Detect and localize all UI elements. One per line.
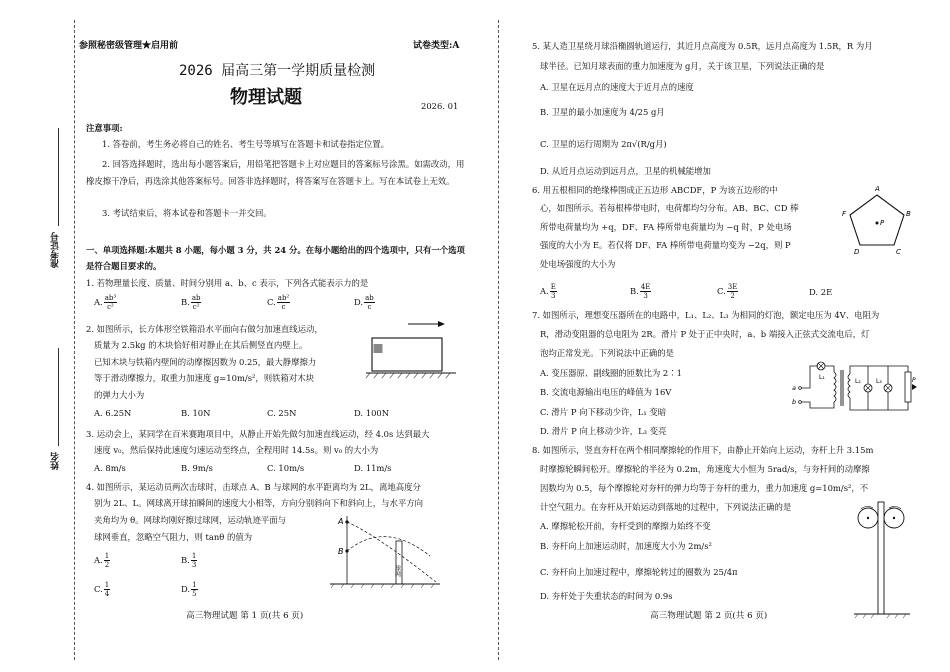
label-b: B [338, 547, 344, 556]
iron-box [372, 338, 442, 371]
question-line: 球半径。已知月球表面的重力加速度为 g月，关于该卫星，下列说法正确的是 [540, 61, 825, 71]
question-line: 已知木块与铁箱内壁间的动摩擦因数为 0.25，最大静摩擦力 [94, 357, 317, 367]
notice-title: 注意事项: [86, 123, 123, 133]
transformer-circuit [790, 352, 920, 430]
ticket-number-label: 准考证号 [51, 232, 61, 268]
q2-figure [366, 316, 476, 388]
question-line: 3. 运动会上，某同学在百米赛跑项目中，从静止开始先做匀加速直线运动，经 4.0s 达到最大 [86, 429, 430, 439]
question-line: 质量为 2.5kg 的木块恰好相对静止在其后侧竖直内壁上。 [94, 340, 308, 350]
question-line: 2. 如图所示，长方体形空铁箱沿水平面向右做匀加速直线运动， [86, 324, 323, 334]
question-line: 处电场强度的大小为 [540, 259, 616, 269]
label-p: P [880, 219, 885, 227]
question-line: 等于滑动摩擦力，取重力加速度 g=10m/s²，则铁箱对木块 [94, 373, 314, 383]
name-line [58, 348, 59, 446]
q4-figure [330, 510, 442, 590]
page-gutter-line [498, 20, 499, 660]
option[interactable]: D. 100N [354, 408, 390, 418]
footer-left: 高三物理试题 第 1 页(共 6 页) [186, 611, 304, 621]
rammer-rod [878, 502, 884, 614]
option[interactable]: A. 变压器原、副线圈的匝数比为 2∶1 [540, 368, 682, 378]
option[interactable]: B. 夯杆向上加速运动时，加速度大小为 2m/s² [540, 541, 712, 551]
option[interactable]: D. $\frac{ab}{c}$ [354, 294, 374, 311]
exam-date: 2026. 01 [421, 101, 459, 111]
question-line: 别为 2L、L。网球离开球拍瞬间的速度大小相等，方向分别斜向下和斜向上，与水平方向 [94, 498, 423, 508]
page-2 [490, 0, 950, 672]
name-label: 姓名 [51, 452, 61, 470]
option[interactable]: C. $\frac{3E}{2}$ [717, 283, 738, 300]
option[interactable]: B. 10N [181, 408, 211, 418]
option[interactable]: D. 从近月点运动到远月点，卫星的机械能增加 [540, 166, 711, 176]
rammer-figure [852, 500, 912, 622]
secondary-coil [848, 374, 850, 398]
notice-item: 3. 考试结束后，将本试卷和答题卡一并交回。 [102, 208, 272, 218]
subject-title: 物理试题 [230, 87, 302, 108]
option[interactable]: C. 滑片 P 向下移动少许，L₁ 变暗 [540, 407, 667, 417]
ticket-line [58, 128, 59, 226]
question-line: 泡均正常发光。下列说法中正确的是 [540, 348, 674, 358]
question-line: 所带电荷量均为 +q，DF、FA 棒所带电荷量均为 −q 时，P 处电场 [540, 222, 792, 232]
option[interactable]: B. $\frac{1}{3}$ [181, 552, 197, 569]
ground-hatch [331, 584, 434, 588]
option[interactable]: A. $\frac{1}{2}$ [94, 552, 110, 569]
net-label: 球网 [393, 565, 401, 577]
question-line: 因数均为 0.5，每个摩擦轮对夯杆的弹力均等于夯杆的重力，重力加速度 g=10m/s²，不 [540, 483, 869, 493]
option[interactable]: A. 6.25N [94, 408, 132, 418]
question-line: 夹角均为 θ。网球均刚好擦过球网，运动轨迹平面与 [94, 515, 286, 525]
vertex-a: A [875, 185, 880, 193]
option[interactable]: D. 滑片 P 向上移动少许，L₃ 变亮 [540, 426, 667, 436]
option[interactable]: A. 卫星在远月点的速度大于近月点的速度 [540, 82, 694, 92]
net [393, 541, 402, 584]
option[interactable]: D. 2E [809, 287, 833, 297]
option[interactable]: B. 9m/s [181, 463, 213, 473]
slider-p [912, 384, 917, 390]
wood-block [374, 344, 383, 353]
option[interactable]: C. 卫星的运行周期为 2π√(R/g月) [540, 139, 667, 149]
question-line: 速度 v₀，然后保持此速度匀速运动至终点，全程用时 14.5s。则 v₀ 的大小为 [94, 445, 379, 455]
question-line: 时摩擦轮瞬间松开。摩擦轮的半径为 0.2m，角速度大小恒为 5rad/s，与夯杆间的动摩擦 [540, 464, 870, 474]
exam-title: 2026 届高三第一学期质量检测 [179, 63, 376, 79]
label-a: A [338, 517, 344, 526]
ground-hatch [366, 373, 450, 378]
label-p: P [912, 377, 916, 384]
option[interactable]: B. $\frac{ab}{\text{c²}}$ [181, 294, 201, 311]
notice-item: 1. 答卷前，考生务必将自己的姓名、考生号等填写在答题卡和试卷指定位置。 [102, 139, 390, 149]
question-line: 7. 如图所示，理想变压器所在的电路中，L₁、L₂、L₃ 为相同的灯泡，额定电压为 4V、电阻为 [532, 310, 880, 320]
question-line: 5. 某人造卫星绕月球沿椭圆轨道运行，其近月点高度为 0.5R，远月点高度为 1.5R，R 为月 [532, 41, 873, 51]
terminal-b: b [792, 398, 797, 406]
question-line: 8. 如图所示，竖直夯杆在两个相同摩擦轮的作用下，由静止开始向上运动，夯杆上升 3.15m [532, 445, 874, 455]
option[interactable]: C. $\frac{\text{ab²}}{c}$ [267, 294, 290, 311]
trajectory-a [347, 522, 436, 582]
question-line: 强度的大小为 E。若仅将 DF、FA 棒所带电荷量均变为 −2q，则 P [540, 240, 791, 250]
footer-right: 高三物理试题 第 2 页(共 6 页) [650, 611, 768, 621]
rheostat [905, 372, 911, 402]
notice-item: 2. 回答选择题时，选出每小题答案后，用铅笔把答题卡上对应题目的答案标号涂黑。如需改动，用橡皮擦干净后，再选涂其他答案标号。回答非选择题时，将答案写在答题卡上。写在本试卷上无效。 [86, 159, 465, 186]
binding-line [74, 20, 75, 660]
label-l1: L₁ [819, 374, 825, 381]
question-line: 4. 如图所示，某运动员两次击球时，击球点 A、B 与球网的水平距离均为 2L，离地高度分 [86, 482, 421, 492]
label-l2: L₂ [855, 378, 861, 385]
question-line: 计空气阻力。在夯杆从开始运动到落地的过程中，下列说法正确的是 [540, 502, 792, 512]
trajectory-b [347, 537, 430, 556]
option[interactable]: B. 卫星的最小加速度为 4/25 g月 [540, 107, 665, 117]
secret-label: 参照秘密级管理★启用前 [79, 41, 179, 51]
question-line: 心，如图所示。若每根棒带电时，电荷都均匀分布。AB、BC、CD 棒 [540, 203, 799, 213]
vertex-c: C [896, 248, 901, 256]
section-heading: 一、单项选择题:本题共 8 小题，每小题 3 分，共 24 分。在每小题给出的四个选项中，只有一个选项是符合题目要求的。 [86, 245, 465, 271]
option[interactable]: C. 夯杆向上加速过程中，摩擦轮转过的圈数为 25/4π [540, 567, 738, 577]
primary-coil [834, 372, 836, 402]
pentagon [850, 195, 904, 245]
arrow-head [438, 321, 445, 327]
option[interactable]: A. $\frac{E}{3}$ [540, 283, 556, 300]
option[interactable]: C. 10m/s [267, 463, 305, 473]
center-p [876, 222, 879, 225]
option[interactable]: C. $\frac{1}{4}$ [94, 581, 110, 598]
option[interactable]: C. 25N [267, 408, 297, 418]
option[interactable]: A. $\frac{\text{ab³}}{\text{c²}}$ [94, 294, 117, 311]
vertex-b: B [906, 210, 911, 218]
terminal-a: a [792, 384, 796, 392]
question-stem: 1. 若物理量长度、质量、时间分别用 a、b、c 表示，下列各式能表示力的是 [86, 278, 369, 288]
pentagon-figure [834, 182, 914, 262]
vertex-f: F [842, 210, 847, 218]
question-line: R，滑动变阻器的总电阻为 2R。滑片 P 处于正中央时，a、b 端接入正弦式交流电后，灯 [540, 329, 870, 339]
question-line: 球网垂直，忽略空气阻力，则 tanθ 的值为 [94, 532, 253, 542]
paper-type: 试卷类型:A [413, 41, 460, 51]
ground-hatch [855, 614, 906, 618]
question-line: 6. 用五根相同的绝缘棒围成正五边形 ABCDF，P 为该五边形的中 [532, 185, 778, 195]
option[interactable]: A. 摩擦轮松开前，夯杆受到的摩擦力始终不变 [540, 521, 711, 531]
option[interactable]: B. 交流电源输出电压的峰值为 16V [540, 387, 672, 397]
label-l3: L₃ [876, 378, 882, 385]
question-line: 的弹力大小为 [94, 390, 145, 400]
vertex-d: D [854, 248, 860, 256]
option[interactable]: A. 8m/s [94, 463, 126, 473]
option[interactable]: D. 夯杆处于失重状态的时间为 0.9s [540, 591, 673, 601]
option[interactable]: D. 11m/s [354, 463, 392, 473]
option[interactable]: D. $\frac{1}{5}$ [181, 581, 197, 598]
option[interactable]: B. $\frac{4E}{3}$ [630, 283, 651, 300]
